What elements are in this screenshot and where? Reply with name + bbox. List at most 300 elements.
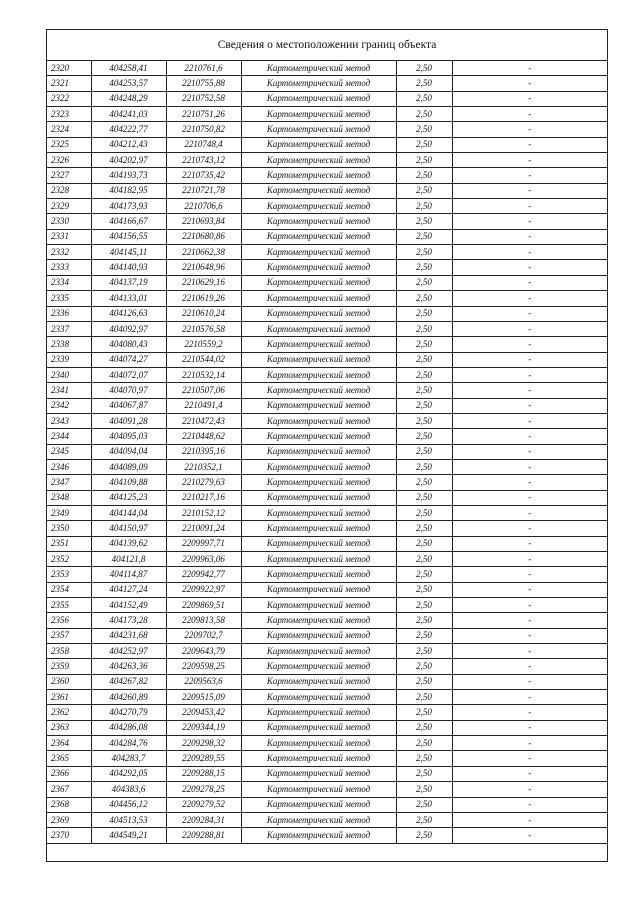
cell-note: - — [452, 521, 607, 536]
cell-note: - — [452, 659, 607, 674]
cell-coord-x: 404173,93 — [91, 199, 166, 214]
cell-coord-y: 2210751,26 — [166, 107, 241, 122]
table-row — [47, 398, 607, 413]
cell-point-number: 2363 — [47, 720, 91, 735]
cell-coord-x: 404173,28 — [91, 613, 166, 628]
cell-coord-y: 2210755,88 — [166, 76, 241, 91]
cell-point-number: 2333 — [47, 260, 91, 275]
cell-method: Картометрический метод — [241, 291, 396, 306]
table-row — [47, 766, 607, 781]
cell-accuracy: 2,50 — [396, 628, 452, 643]
cell-point-number: 2357 — [47, 628, 91, 643]
cell-coord-x: 404109,88 — [91, 475, 166, 490]
cell-note: - — [452, 766, 607, 781]
cell-note: - — [452, 736, 607, 751]
table-row — [47, 567, 607, 582]
cell-point-number: 2343 — [47, 413, 91, 428]
cell-coord-y: 2210693,84 — [166, 214, 241, 229]
table-row — [47, 337, 607, 352]
cell-accuracy: 2,50 — [396, 751, 452, 766]
cell-note: - — [452, 751, 607, 766]
cell-coord-y: 2209298,32 — [166, 736, 241, 751]
cell-note: - — [452, 797, 607, 812]
table-row — [47, 291, 607, 306]
cell-coord-x: 404513,53 — [91, 812, 166, 827]
cell-method: Картометрический метод — [241, 505, 396, 520]
cell-accuracy: 2,50 — [396, 582, 452, 597]
cell-note: - — [452, 260, 607, 275]
cell-point-number: 2364 — [47, 736, 91, 751]
cell-method: Картометрический метод — [241, 720, 396, 735]
cell-point-number: 2346 — [47, 459, 91, 474]
cell-accuracy: 2,50 — [396, 291, 452, 306]
cell-note: - — [452, 690, 607, 705]
cell-coord-x: 404095,03 — [91, 429, 166, 444]
cell-accuracy: 2,50 — [396, 76, 452, 91]
cell-coord-y: 2210610,24 — [166, 306, 241, 321]
cell-method: Картометрический метод — [241, 536, 396, 551]
cell-method: Картометрический метод — [241, 475, 396, 490]
cell-note: - — [452, 337, 607, 352]
table-row — [47, 475, 607, 490]
cell-point-number: 2348 — [47, 490, 91, 505]
cell-note: - — [452, 705, 607, 720]
cell-coord-y: 2209643,79 — [166, 644, 241, 659]
cell-coord-y: 2210352,1 — [166, 459, 241, 474]
cell-method: Картометрический метод — [241, 137, 396, 152]
cell-accuracy: 2,50 — [396, 398, 452, 413]
cell-note: - — [452, 398, 607, 413]
table-row — [47, 306, 607, 321]
cell-note: - — [452, 245, 607, 260]
cell-coord-y: 2209453,42 — [166, 705, 241, 720]
cell-accuracy: 2,50 — [396, 797, 452, 812]
cell-coord-x: 404150,97 — [91, 521, 166, 536]
cell-point-number: 2345 — [47, 444, 91, 459]
cell-coord-y: 2209598,25 — [166, 659, 241, 674]
table-title: Сведения о местоположении границ объекта — [47, 30, 607, 61]
cell-method: Картометрический метод — [241, 828, 396, 843]
cell-point-number: 2340 — [47, 367, 91, 382]
cell-note: - — [452, 168, 607, 183]
cell-note: - — [452, 383, 607, 398]
table-row — [47, 490, 607, 505]
cell-accuracy: 2,50 — [396, 107, 452, 122]
cell-coord-y: 2210448,62 — [166, 429, 241, 444]
cell-accuracy: 2,50 — [396, 782, 452, 797]
cell-coord-y: 2209279,52 — [166, 797, 241, 812]
cell-note: - — [452, 413, 607, 428]
table-row — [47, 521, 607, 536]
cell-coord-x: 404121,8 — [91, 552, 166, 567]
cell-coord-x: 404267,82 — [91, 674, 166, 689]
cell-accuracy: 2,50 — [396, 183, 452, 198]
table-row — [47, 383, 607, 398]
cell-point-number: 2349 — [47, 505, 91, 520]
cell-coord-y: 2209922,97 — [166, 582, 241, 597]
cell-coord-x: 404091,28 — [91, 413, 166, 428]
cell-method: Картометрический метод — [241, 398, 396, 413]
cell-point-number: 2362 — [47, 705, 91, 720]
cell-point-number: 2322 — [47, 91, 91, 106]
cell-accuracy: 2,50 — [396, 153, 452, 168]
cell-accuracy: 2,50 — [396, 429, 452, 444]
cell-note: - — [452, 444, 607, 459]
cell-point-number: 2361 — [47, 690, 91, 705]
cell-coord-x: 404286,08 — [91, 720, 166, 735]
cell-coord-x: 404127,24 — [91, 582, 166, 597]
cell-point-number: 2338 — [47, 337, 91, 352]
cell-coord-y: 2210748,4 — [166, 137, 241, 152]
cell-method: Картометрический метод — [241, 552, 396, 567]
cell-point-number: 2339 — [47, 352, 91, 367]
cell-accuracy: 2,50 — [396, 644, 452, 659]
cell-coord-x: 404152,49 — [91, 598, 166, 613]
cell-coord-y: 2209702,7 — [166, 628, 241, 643]
cell-accuracy: 2,50 — [396, 521, 452, 536]
cell-accuracy: 2,50 — [396, 459, 452, 474]
cell-coord-x: 404080,43 — [91, 337, 166, 352]
cell-point-number: 2355 — [47, 598, 91, 613]
cell-method: Картометрический метод — [241, 321, 396, 336]
cell-point-number: 2323 — [47, 107, 91, 122]
cell-accuracy: 2,50 — [396, 275, 452, 290]
cell-accuracy: 2,50 — [396, 352, 452, 367]
cell-method: Картометрический метод — [241, 766, 396, 781]
cell-point-number: 2328 — [47, 183, 91, 198]
cell-accuracy: 2,50 — [396, 598, 452, 613]
cell-accuracy: 2,50 — [396, 490, 452, 505]
cell-method: Картометрический метод — [241, 275, 396, 290]
cell-accuracy: 2,50 — [396, 383, 452, 398]
cell-note: - — [452, 229, 607, 244]
cell-point-number: 2330 — [47, 214, 91, 229]
cell-coord-x: 404114,87 — [91, 567, 166, 582]
table-row — [47, 613, 607, 628]
cell-point-number: 2329 — [47, 199, 91, 214]
cell-point-number: 2320 — [47, 61, 91, 76]
cell-point-number: 2367 — [47, 782, 91, 797]
cell-accuracy: 2,50 — [396, 828, 452, 843]
table-row — [47, 736, 607, 751]
cell-note: - — [452, 674, 607, 689]
cell-accuracy: 2,50 — [396, 306, 452, 321]
cell-note: - — [452, 552, 607, 567]
cell-coord-y: 2209963,06 — [166, 552, 241, 567]
cell-point-number: 2356 — [47, 613, 91, 628]
cell-coord-y: 2209813,58 — [166, 613, 241, 628]
cell-coord-x: 404248,29 — [91, 91, 166, 106]
cell-coord-y: 2210395,16 — [166, 444, 241, 459]
cell-method: Картометрический метод — [241, 122, 396, 137]
cell-method: Картометрический метод — [241, 598, 396, 613]
cell-method: Картометрический метод — [241, 521, 396, 536]
cell-coord-y: 2209284,31 — [166, 812, 241, 827]
cell-accuracy: 2,50 — [396, 137, 452, 152]
table-row — [47, 61, 607, 76]
table-row — [47, 137, 607, 152]
table-row — [47, 582, 607, 597]
cell-note: - — [452, 812, 607, 827]
table-row — [47, 459, 607, 474]
cell-coord-x: 404067,87 — [91, 398, 166, 413]
cell-coord-x: 404156,55 — [91, 229, 166, 244]
cell-method: Картометрический метод — [241, 337, 396, 352]
cell-method: Картометрический метод — [241, 751, 396, 766]
cell-method: Картометрический метод — [241, 413, 396, 428]
table-row — [47, 122, 607, 137]
table-row — [47, 168, 607, 183]
cell-method: Картометрический метод — [241, 613, 396, 628]
table-row — [47, 720, 607, 735]
cell-coord-x: 404284,76 — [91, 736, 166, 751]
cell-coord-x: 404263,36 — [91, 659, 166, 674]
table-row — [47, 429, 607, 444]
cell-coord-x: 404092,97 — [91, 321, 166, 336]
cell-accuracy: 2,50 — [396, 690, 452, 705]
cell-coord-x: 404383,6 — [91, 782, 166, 797]
cell-point-number: 2341 — [47, 383, 91, 398]
cell-point-number: 2324 — [47, 122, 91, 137]
table-row — [47, 598, 607, 613]
table-row — [47, 76, 607, 91]
cell-note: - — [452, 275, 607, 290]
cell-accuracy: 2,50 — [396, 444, 452, 459]
cell-accuracy: 2,50 — [396, 552, 452, 567]
cell-point-number: 2344 — [47, 429, 91, 444]
cell-accuracy: 2,50 — [396, 674, 452, 689]
table-row — [47, 275, 607, 290]
cell-note: - — [452, 720, 607, 735]
cell-note: - — [452, 61, 607, 76]
cell-method: Картометрический метод — [241, 260, 396, 275]
cell-point-number: 2347 — [47, 475, 91, 490]
cell-coord-y: 2210472,43 — [166, 413, 241, 428]
cell-note: - — [452, 459, 607, 474]
cell-note: - — [452, 429, 607, 444]
cell-accuracy: 2,50 — [396, 475, 452, 490]
cell-method: Картометрический метод — [241, 797, 396, 812]
table-row — [47, 628, 607, 643]
cell-method: Картометрический метод — [241, 153, 396, 168]
cell-point-number: 2369 — [47, 812, 91, 827]
cell-point-number: 2325 — [47, 137, 91, 152]
cell-note: - — [452, 214, 607, 229]
cell-method: Картометрический метод — [241, 214, 396, 229]
cell-method: Картометрический метод — [241, 91, 396, 106]
table-row — [47, 536, 607, 551]
cell-point-number: 2336 — [47, 306, 91, 321]
cell-note: - — [452, 107, 607, 122]
cell-accuracy: 2,50 — [396, 229, 452, 244]
cell-coord-y: 2210648,96 — [166, 260, 241, 275]
cell-point-number: 2335 — [47, 291, 91, 306]
cell-coord-x: 404292,05 — [91, 766, 166, 781]
cell-accuracy: 2,50 — [396, 736, 452, 751]
table-row — [47, 644, 607, 659]
cell-point-number: 2353 — [47, 567, 91, 582]
cell-accuracy: 2,50 — [396, 505, 452, 520]
cell-coord-y: 2209942,77 — [166, 567, 241, 582]
cell-coord-x: 404202,97 — [91, 153, 166, 168]
cell-coord-x: 404133,01 — [91, 291, 166, 306]
cell-point-number: 2350 — [47, 521, 91, 536]
cell-coord-x: 404231,68 — [91, 628, 166, 643]
cell-accuracy: 2,50 — [396, 766, 452, 781]
cell-coord-y: 2210619,26 — [166, 291, 241, 306]
table-row — [47, 413, 607, 428]
cell-point-number: 2327 — [47, 168, 91, 183]
cell-method: Картометрический метод — [241, 812, 396, 827]
cell-note: - — [452, 76, 607, 91]
table-row — [47, 444, 607, 459]
cell-method: Картометрический метод — [241, 429, 396, 444]
table-row — [47, 183, 607, 198]
cell-method: Картометрический метод — [241, 229, 396, 244]
table-row — [47, 659, 607, 674]
table-row — [47, 751, 607, 766]
cell-coord-x: 404125,23 — [91, 490, 166, 505]
cell-coord-x: 404126,63 — [91, 306, 166, 321]
cell-accuracy: 2,50 — [396, 199, 452, 214]
cell-point-number: 2331 — [47, 229, 91, 244]
cell-coord-x: 404241,03 — [91, 107, 166, 122]
cell-note: - — [452, 183, 607, 198]
cell-note: - — [452, 352, 607, 367]
cell-method: Картометрический метод — [241, 199, 396, 214]
cell-coord-y: 2209289,55 — [166, 751, 241, 766]
cell-method: Картометрический метод — [241, 183, 396, 198]
cell-method: Картометрический метод — [241, 736, 396, 751]
cell-note: - — [452, 598, 607, 613]
cell-coord-x: 404283,7 — [91, 751, 166, 766]
table-row — [47, 828, 607, 843]
table-row — [47, 674, 607, 689]
table-row — [47, 797, 607, 812]
cell-method: Картометрический метод — [241, 306, 396, 321]
cell-point-number: 2360 — [47, 674, 91, 689]
cell-coord-y: 2209288,15 — [166, 766, 241, 781]
cell-note: - — [452, 828, 607, 843]
cell-method: Картометрический метод — [241, 567, 396, 582]
cell-coord-x: 404222,77 — [91, 122, 166, 137]
cell-note: - — [452, 199, 607, 214]
cell-coord-y: 2209344,19 — [166, 720, 241, 735]
cell-method: Картометрический метод — [241, 245, 396, 260]
cell-coord-x: 404252,97 — [91, 644, 166, 659]
cell-method: Картометрический метод — [241, 367, 396, 382]
table-body — [47, 61, 607, 843]
cell-coord-x: 404094,04 — [91, 444, 166, 459]
cell-coord-y: 2210721,78 — [166, 183, 241, 198]
cell-accuracy: 2,50 — [396, 245, 452, 260]
cell-accuracy: 2,50 — [396, 91, 452, 106]
table-row — [47, 505, 607, 520]
table-row — [47, 812, 607, 827]
cell-method: Картометрический метод — [241, 107, 396, 122]
cell-point-number: 2368 — [47, 797, 91, 812]
cell-coord-x: 404089,09 — [91, 459, 166, 474]
cell-accuracy: 2,50 — [396, 413, 452, 428]
cell-coord-x: 404549,21 — [91, 828, 166, 843]
table-row — [47, 229, 607, 244]
cell-coord-y: 2210750,82 — [166, 122, 241, 137]
cell-coord-y: 2210491,4 — [166, 398, 241, 413]
cell-accuracy: 2,50 — [396, 567, 452, 582]
table-row — [47, 214, 607, 229]
cell-method: Картометрический метод — [241, 383, 396, 398]
cell-accuracy: 2,50 — [396, 260, 452, 275]
cell-point-number: 2359 — [47, 659, 91, 674]
cell-point-number: 2354 — [47, 582, 91, 597]
cell-accuracy: 2,50 — [396, 321, 452, 336]
cell-note: - — [452, 490, 607, 505]
boundary-points-table — [47, 61, 607, 844]
cell-point-number: 2365 — [47, 751, 91, 766]
cell-coord-y: 2210217,16 — [166, 490, 241, 505]
cell-method: Картометрический метод — [241, 659, 396, 674]
cell-coord-x: 404212,43 — [91, 137, 166, 152]
cell-method: Картометрический метод — [241, 582, 396, 597]
cell-method: Картометрический метод — [241, 168, 396, 183]
cell-note: - — [452, 582, 607, 597]
cell-coord-x: 404144,04 — [91, 505, 166, 520]
cell-coord-y: 2210743,12 — [166, 153, 241, 168]
table-row — [47, 705, 607, 720]
cell-coord-y: 2209563,6 — [166, 674, 241, 689]
cell-note: - — [452, 91, 607, 106]
cell-coord-y: 2209515,09 — [166, 690, 241, 705]
table-row — [47, 153, 607, 168]
cell-method: Картометрический метод — [241, 444, 396, 459]
document-sheet — [46, 29, 608, 862]
cell-coord-x: 404137,19 — [91, 275, 166, 290]
cell-point-number: 2334 — [47, 275, 91, 290]
cell-point-number: 2352 — [47, 552, 91, 567]
cell-coord-y: 2210752,58 — [166, 91, 241, 106]
cell-coord-y: 2209278,25 — [166, 782, 241, 797]
table-row — [47, 107, 607, 122]
cell-method: Картометрический метод — [241, 490, 396, 505]
table-row — [47, 690, 607, 705]
cell-coord-y: 2210532,14 — [166, 367, 241, 382]
cell-coord-y: 2210629,16 — [166, 275, 241, 290]
cell-method: Картометрический метод — [241, 76, 396, 91]
cell-method: Картометрический метод — [241, 352, 396, 367]
cell-note: - — [452, 291, 607, 306]
table-row — [47, 91, 607, 106]
table-row — [47, 782, 607, 797]
cell-coord-y: 2210559,2 — [166, 337, 241, 352]
cell-accuracy: 2,50 — [396, 659, 452, 674]
cell-coord-y: 2210152,12 — [166, 505, 241, 520]
cell-accuracy: 2,50 — [396, 122, 452, 137]
cell-coord-x: 404074,27 — [91, 352, 166, 367]
cell-accuracy: 2,50 — [396, 214, 452, 229]
table-row — [47, 552, 607, 567]
cell-point-number: 2326 — [47, 153, 91, 168]
cell-point-number: 2321 — [47, 76, 91, 91]
cell-coord-y: 2209997,71 — [166, 536, 241, 551]
cell-accuracy: 2,50 — [396, 536, 452, 551]
cell-note: - — [452, 306, 607, 321]
cell-method: Картометрический метод — [241, 782, 396, 797]
cell-coord-y: 2210706,6 — [166, 199, 241, 214]
cell-coord-x: 404140,93 — [91, 260, 166, 275]
table-row — [47, 245, 607, 260]
cell-accuracy: 2,50 — [396, 367, 452, 382]
cell-accuracy: 2,50 — [396, 720, 452, 735]
